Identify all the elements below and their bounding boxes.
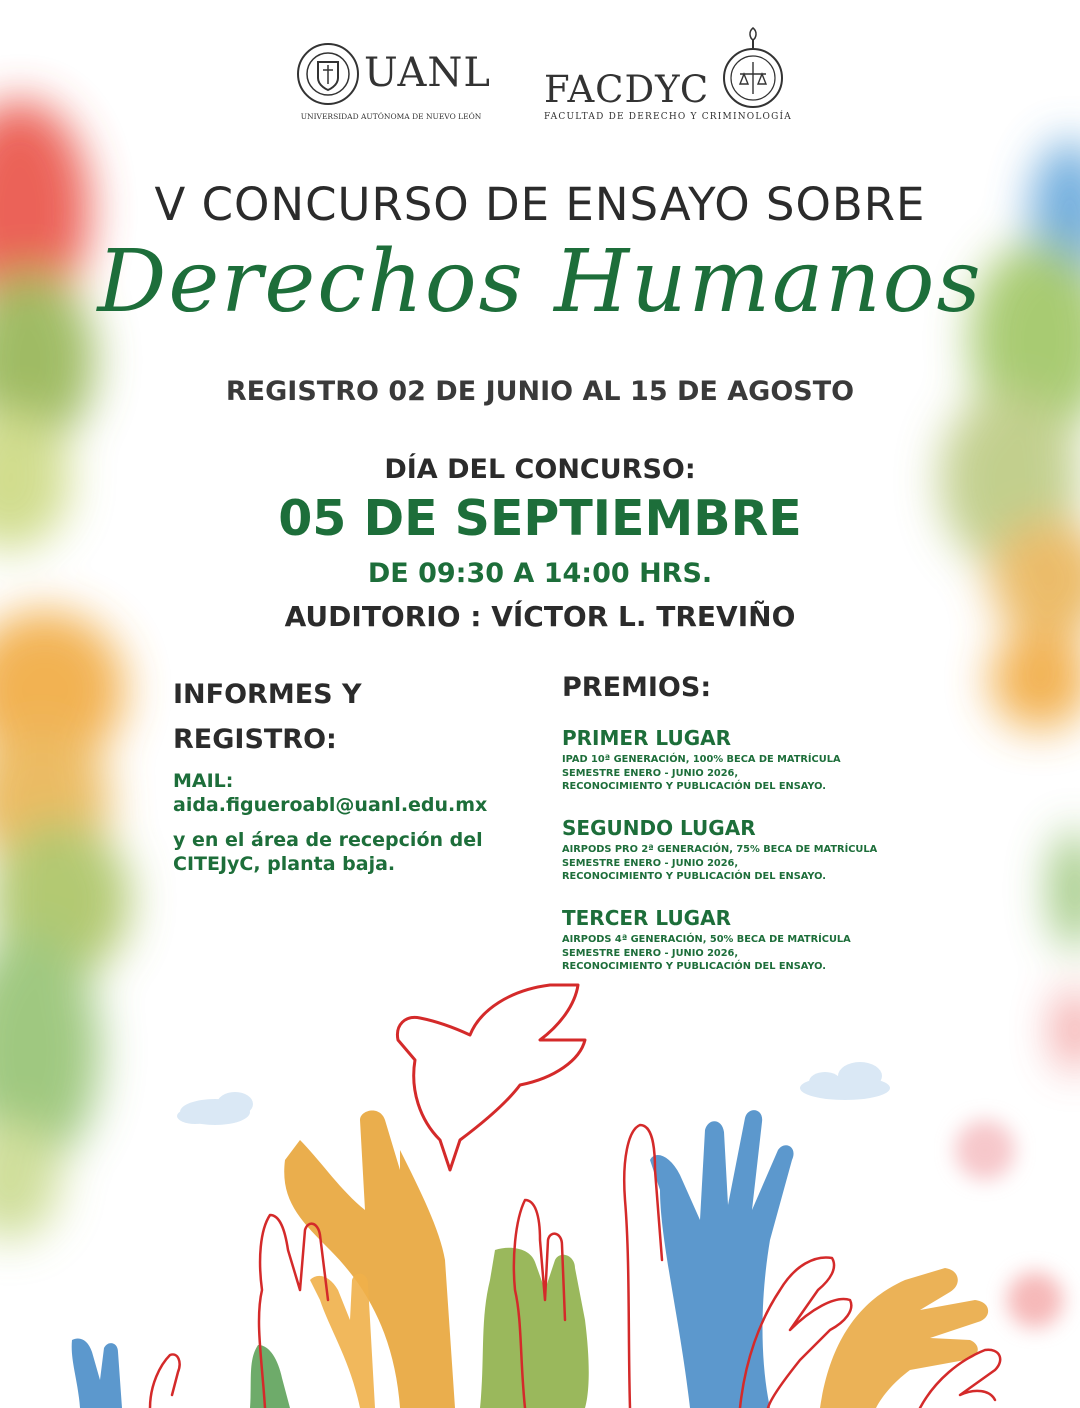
prize-description: AIRPODS PRO 2ª GENERACIÓN, 75% BECA DE MATRÍCULA SEMESTRE ENERO - JUNIO 2026, RECONOCIMIENTO Y PUBLICACIÓN DEL ENSAYO. (562, 844, 878, 882)
uanl-logo (296, 42, 496, 122)
prize-title: PRIMER LUGAR (562, 726, 731, 750)
contact-email-link[interactable]: aida.figueroabl@uanl.edu.mx (173, 794, 488, 816)
university-seal-icon (296, 42, 360, 110)
prize-title: SEGUNDO LUGAR (562, 816, 756, 840)
title-script: Derechos Humanos (97, 232, 983, 332)
prize-third (562, 906, 942, 974)
uanl-name: UANL (364, 50, 491, 96)
contest-date: 05 DE SEPTIEMBRE (278, 490, 802, 547)
prize-description: AIRPODS 4ª GENERACIÓN, 50% BECA DE MATRÍCULA SEMESTRE ENERO - JUNIO 2026, RECONOCIMIENTO Y PUBLICACIÓN DEL ENSAYO. (562, 934, 851, 972)
prize-title: TERCER LUGAR (562, 906, 731, 930)
facdyc-logo (544, 26, 794, 126)
faculty-seal-icon (720, 26, 786, 114)
cloud-icon (177, 1092, 253, 1125)
info-heading: INFORMES Y REGISTRO: (173, 679, 362, 755)
contest-day-label: DÍA DEL CONCURSO: (384, 454, 696, 485)
prize-first (562, 726, 942, 794)
prize-second (562, 816, 942, 884)
cloud-icon (800, 1062, 890, 1100)
contest-venue: AUDITORIO : VÍCTOR L. TREVIÑO (284, 600, 796, 633)
prizes-heading: PREMIOS: (562, 672, 712, 703)
facdyc-name: FACDYC (544, 68, 710, 111)
reception-info: y en el área de recepción del CITEJyC, planta baja. (173, 829, 483, 875)
prize-description: IPAD 10ª GENERACIÓN, 100% BECA DE MATRÍCULA SEMESTRE ENERO - JUNIO 2026, RECONOCIMIENTO Y PUBLICACIÓN DEL ENSAYO. (562, 754, 841, 792)
facdyc-subtitle: FACULTAD DE DERECHO Y CRIMINOLOGÍA (544, 112, 792, 122)
registration-dates: REGISTRO 02 DE JUNIO AL 15 DE AGOSTO (225, 376, 855, 407)
contest-time: DE 09:30 A 14:00 HRS. (367, 558, 713, 589)
dove-icon (397, 985, 585, 1170)
title-line-1: V CONCURSO DE ENSAYO SOBRE (154, 178, 926, 231)
raised-hands-icon (72, 1110, 988, 1408)
mail-label: MAIL: (173, 770, 234, 792)
uanl-subtitle: UNIVERSIDAD AUTÓNOMA DE NUEVO LEÓN (300, 112, 482, 121)
